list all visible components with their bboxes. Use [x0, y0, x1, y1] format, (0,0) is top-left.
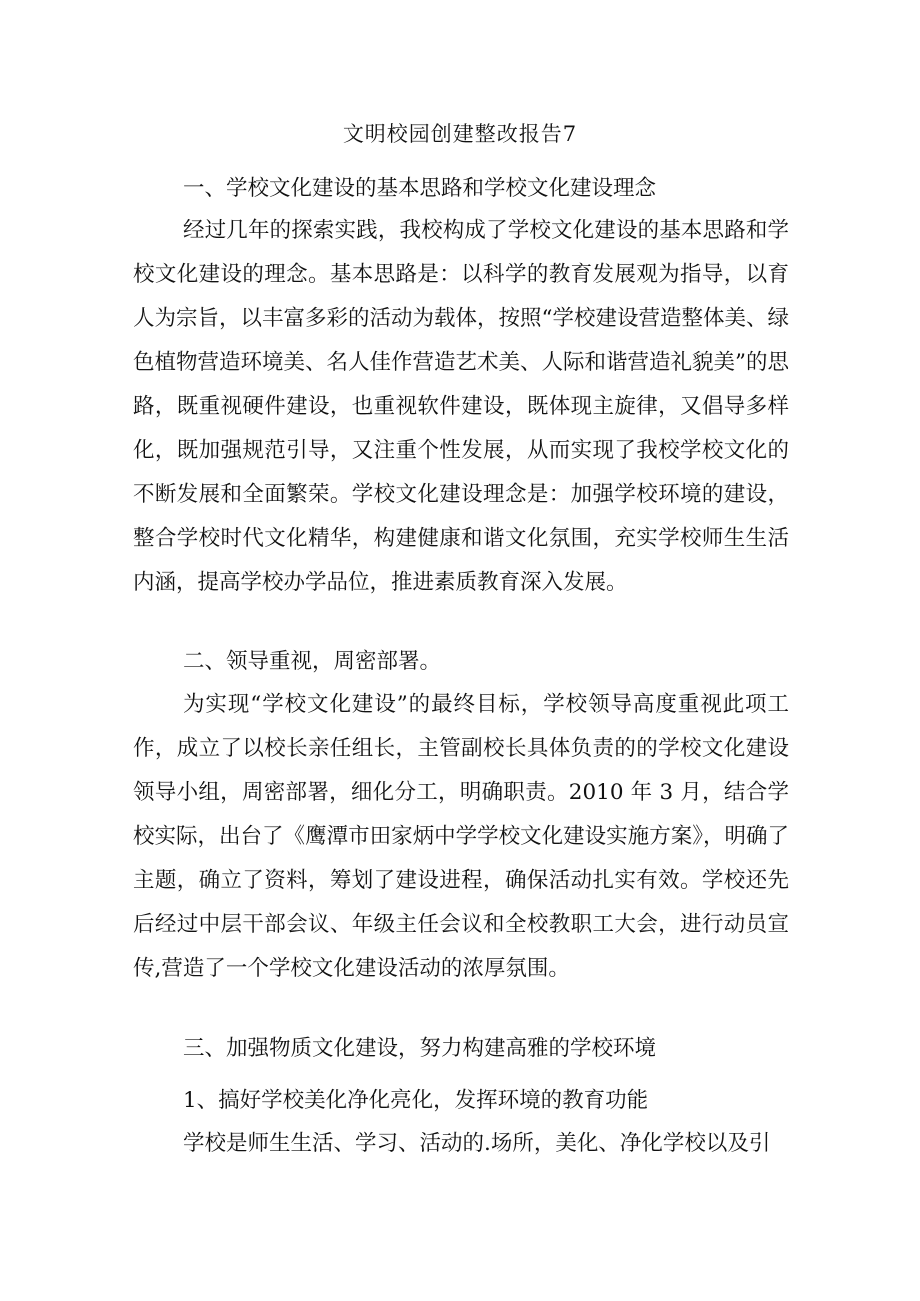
section-heading-1: 一、学校文化建设的基本思路和学校文化建设理念	[183, 176, 657, 201]
body-paragraph-1: 经过几年的探索实践，我校构成了学校文化建设的基本思路和学校文化建设的理念。基本思路是：以科学的教育发展观为指导，以育人为宗旨，以丰富多彩的活动为载体，按照“学校建设营造整体美、绿色植物营造环境美、名人佳作营造艺术美、人际和谐营造礼貌美”的思路，既重视硬件建设，也重视软件建设，既体现主旋律，又倡导多样化，既加强规范引导，又注重个性发展，从而实现了我校学校文化的不断发展和全面繁荣。学校文化建设理念是：加强学校环境的建设，整合学校时代文化精华，构建健康和谐文化氛围，充实学校师生生活内涵，提高学校办学品位，推进素质教育深入发展。	[133, 218, 789, 595]
body-paragraph-3: 学校是师生生活、学习、活动的.场所，美化、净化学校以及引	[183, 1131, 771, 1156]
section-heading-3: 三、加强物质文化建设，努力构建高雅的学校环境	[183, 1036, 657, 1061]
document-title: 文明校园创建整改报告7	[342, 122, 578, 146]
section-heading-2: 二、领导重视，周密部署。	[183, 649, 442, 674]
subsection-heading-1: 1、搞好学校美化净化亮化，发挥环境的教育功能	[183, 1088, 649, 1113]
body-paragraph-2: 为实现“学校文化建设”的最终目标，学校领导高度重视此项工作，成立了以校长亲任组长，主管副校长具体负责的的学校文化建设领导小组，周密部署，细化分工，明确职责。2010 年 3 月，结合学校实际，出台了《鹰潭市田家炳中学学校文化建设实施方案》，明确了主题，确立了资料，筹划了建设进程，确保活动扎实有效。学校还先后经过中层干部会议、年级主任会议和全校教职工大会，进行动员宣传,营造了一个学校文化建设活动的浓厚氛围。	[133, 692, 789, 981]
